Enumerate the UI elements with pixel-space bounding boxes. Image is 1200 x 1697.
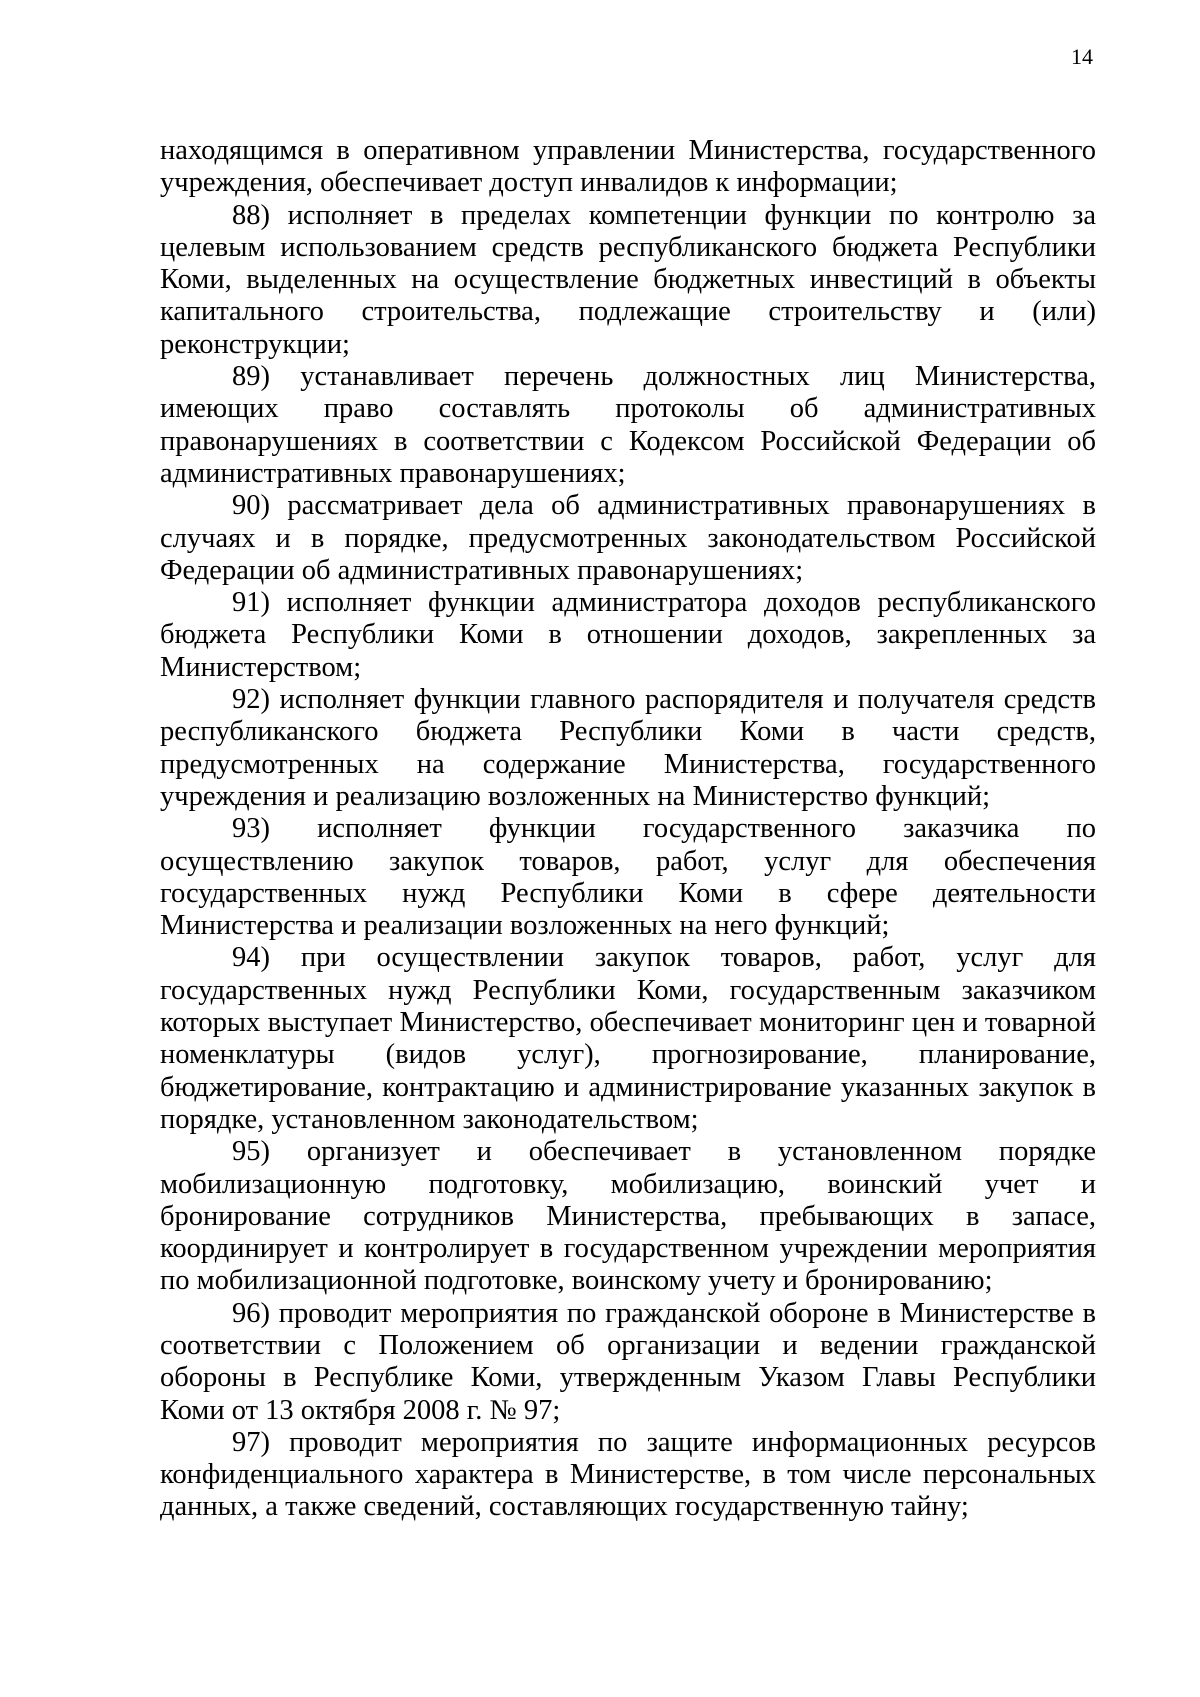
page-number: 14 <box>1071 44 1093 69</box>
paragraph-item-94: 94) при осуществлении закупок товаров, работ, услуг для государственных нужд Республики Коми, государственным заказчиком которых выступает Министерство, обеспечивает мониторинг цен и товарной номенклатуры (видов услуг), прогнозирование, планирование, бюджетирование, контрактацию и администрирование указанных закупок в порядке, установленном законодательством; <box>160 942 1096 1135</box>
paragraph-continuation: находящимся в оперативном управлении Министерства, государственного учреждения, обеспечивает доступ инвалидов к информации; <box>160 135 1096 199</box>
paragraph-item-90: 90) рассматривает дела об административных правонарушениях в случаях и в порядке, предусмотренных законодательством Российской Федерации об административных правонарушениях; <box>160 490 1096 586</box>
document-body <box>160 135 1096 1524</box>
paragraph-item-96: 96) проводит мероприятия по гражданской обороне в Министерстве в соответствии с Положением об организации и ведении гражданской обороны в Республике Коми, утвержденным Указом Главы Республики Коми от 13 октября 2008 г. № 97; <box>160 1297 1096 1426</box>
paragraph-item-88: 88) исполняет в пределах компетенции функции по контролю за целевым использованием средств республиканского бюджета Республики Коми, выделенных на осуществление бюджетных инвестиций в объекты капитального строительства, подлежащие строительству и (или) реконструкции; <box>160 199 1096 360</box>
paragraph-item-89: 89) устанавливает перечень должностных лиц Министерства, имеющих право составлять протоколы об административных правонарушениях в соответствии с Кодексом Российской Федерации об административных правонарушениях; <box>160 361 1096 489</box>
paragraph-item-91: 91) исполняет функции администратора доходов республиканского бюджета Республики Коми в отношении доходов, закрепленных за Министерством; <box>160 587 1096 683</box>
paragraph-item-93: 93) исполняет функции государственного заказчика по осуществлению закупок товаров, работ, услуг для обеспечения государственных нужд Республики Коми в сфере деятельности Министерства и реализации возложенных на него функций; <box>160 813 1096 942</box>
paragraph-item-92: 92) исполняет функции главного распорядителя и получателя средств республиканского бюджета Республики Коми в части средств, предусмотренных на содержание Министерства, государственного учреждения и реализацию возложенных на Министерство функций; <box>160 684 1096 812</box>
paragraph-item-95: 95) организует и обеспечивает в установленном порядке мобилизационную подготовку, мобилизацию, воинский учет и бронирование сотрудников Министерства, пребывающих в запасе, координирует и контролирует в государственном учреждении мероприятия по мобилизационной подготовке, воинскому учету и бронированию; <box>160 1136 1096 1297</box>
paragraph-item-97: 97) проводит мероприятия по защите информационных ресурсов конфиденциального характера в Министерстве, в том числе персональных данных, а также сведений, составляющих государственную тайну; <box>160 1426 1096 1523</box>
